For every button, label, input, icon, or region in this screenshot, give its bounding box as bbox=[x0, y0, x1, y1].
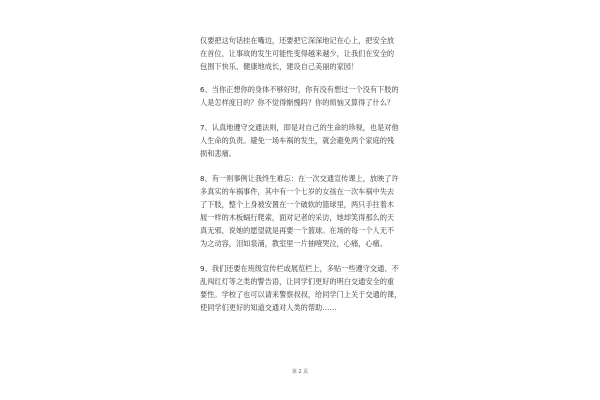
paragraph-6 bbox=[200, 83, 406, 109]
paragraph-line: 6、当你正想你的身体不够好时，你有没有想过一个没有下肢的 bbox=[200, 85, 399, 94]
paragraph-line: 8、有一则事例让我终生难忘：在一次交通宣传课上，放映了许 bbox=[200, 174, 399, 183]
paragraph-line: 人是怎样度日的？你不觉得惭愧吗？你的烦恼又算得了什么？ bbox=[200, 98, 395, 107]
paragraph-line: 人生命的负责。避免一场车祸的发生，就会避免两个家庭的残 bbox=[200, 136, 395, 145]
paragraph-8 bbox=[200, 172, 406, 250]
paragraph-intro bbox=[200, 34, 406, 73]
paragraph-line: 9、我们还要在班级宣传栏或展览栏上，多贴一些遵守交通、不 bbox=[200, 264, 399, 273]
paragraph-line: 多真实的车祸事件，其中有一个七岁的女孩在一次车祸中失去 bbox=[200, 187, 395, 196]
paragraph-line: 仅要把这句话挂在嘴边，还要把它深深地记在心上，把安全放 bbox=[200, 36, 395, 45]
paragraph-line: 使同学们更好的知道交通对人类的帮助…… bbox=[200, 303, 337, 312]
paragraph-line: 在首位，让事故的发生可能性变得越来越少，让我们在安全的 bbox=[200, 49, 395, 58]
paragraph-9 bbox=[200, 262, 406, 314]
page-number: 第 2 页 bbox=[291, 369, 309, 375]
paragraph-line: 包围下快乐、健康地成长，建设自己美丽的家园！ bbox=[200, 62, 359, 71]
paragraph-line: 了下肢，整个上身被安置在一个破软的篮球里，两只手拄着木 bbox=[200, 200, 395, 209]
paragraph-line: 真无邪，说她的愿望就是再要一个篮球。在场的每一个人无不 bbox=[200, 226, 395, 235]
document-body bbox=[200, 34, 406, 326]
paragraph-line: 7、认真地遵守交通法则，即是对自己的生命的珍视，也是对他 bbox=[200, 123, 399, 132]
paragraph-line: 损和悲痛。 bbox=[200, 149, 236, 158]
paragraph-line: 要性。学校了也可以请来警察叔叔，给同学门上关于交通的课， bbox=[200, 290, 402, 299]
paragraph-7 bbox=[200, 121, 406, 160]
paragraph-line: 为之动容，泪如泉涌，教室里一片抽噎哭泣，心痛，心痛。 bbox=[200, 239, 387, 248]
paragraph-line: 乱闯红灯等之类的警告语，让同学们更好的明白交通安全的重 bbox=[200, 277, 395, 286]
paragraph-line: 屐一样的木板蜗行爬索，面对记者的采访，她却笑得那么的天 bbox=[200, 213, 395, 222]
